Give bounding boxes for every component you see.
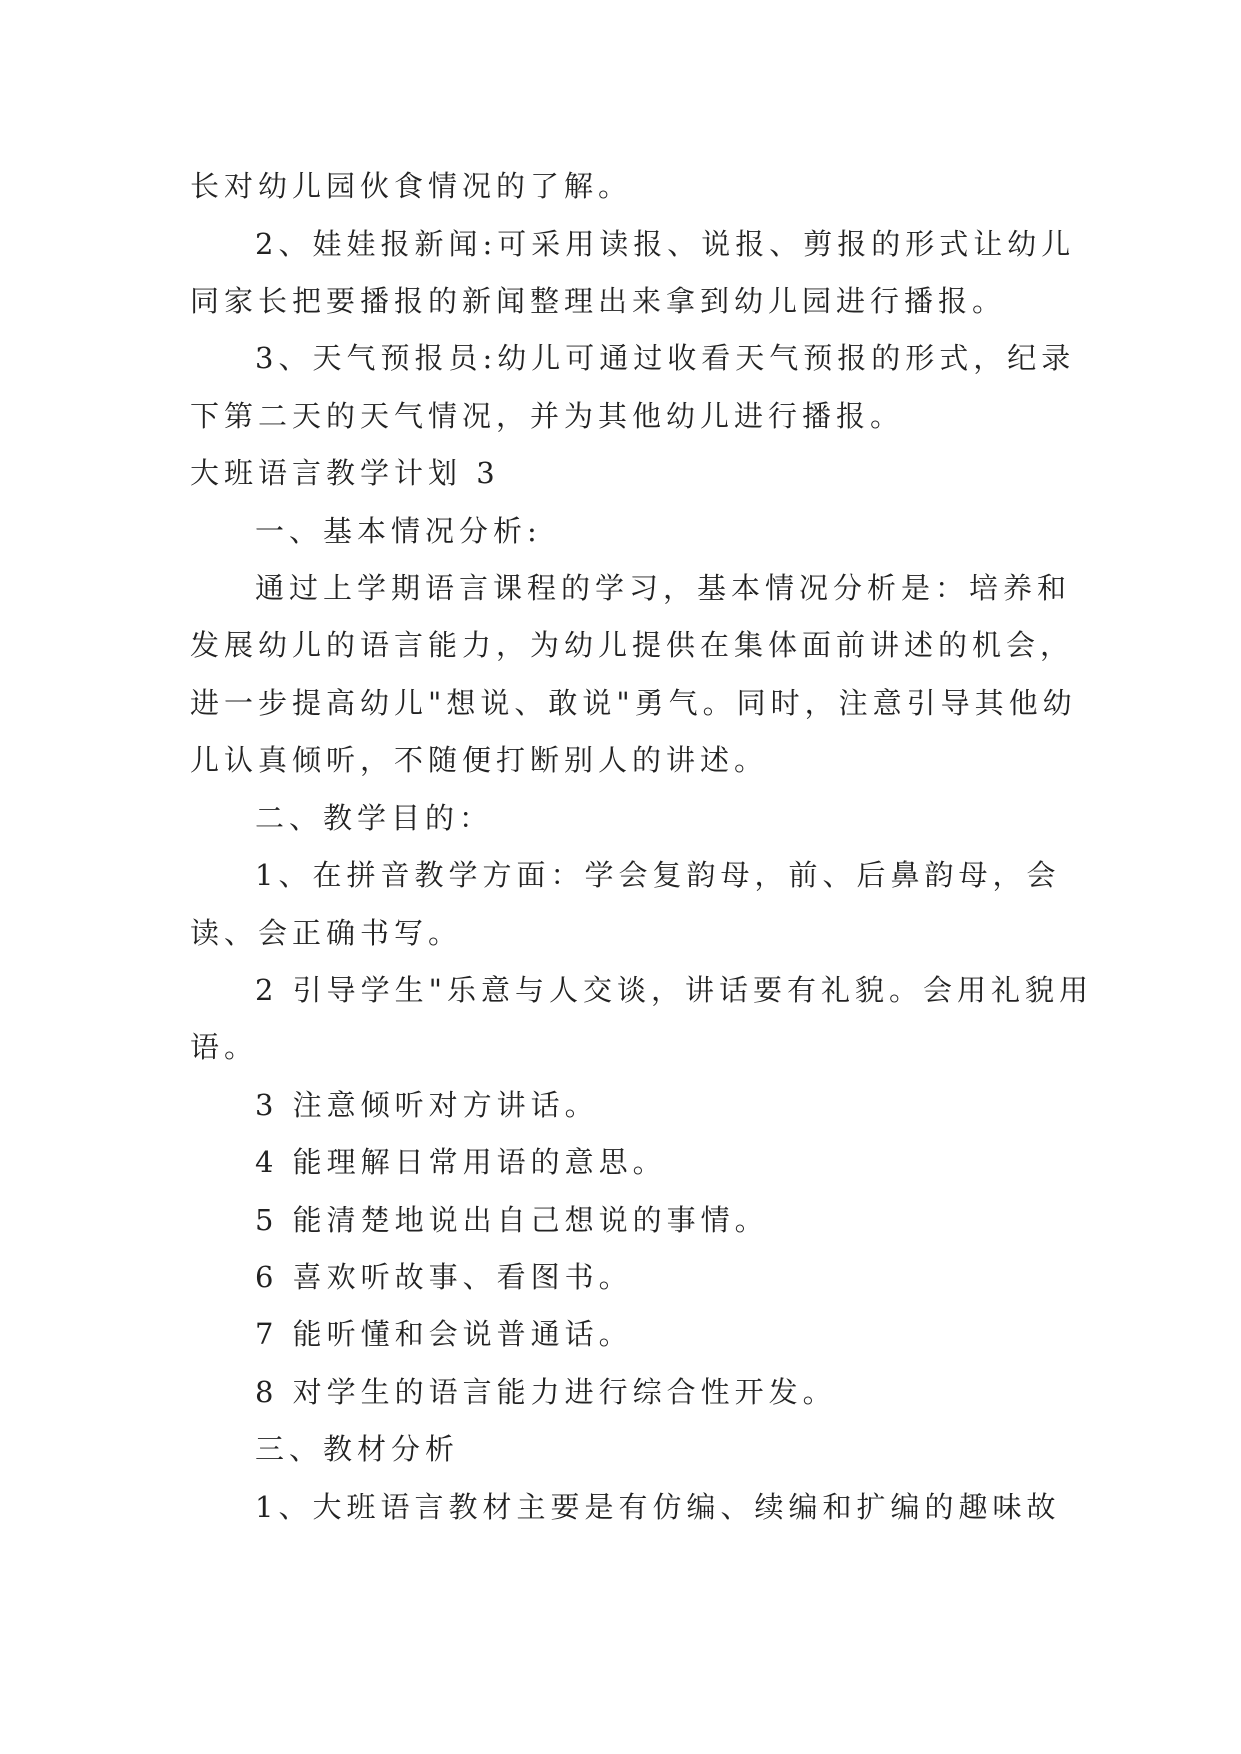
- paragraph-line: 长对幼儿园伙食情况的了解。: [190, 169, 633, 203]
- paragraph-line: 同家长把要播报的新闻整理出来拿到幼儿园进行播报。: [190, 284, 1007, 318]
- section-heading: 大班语言教学计划 3: [190, 456, 500, 490]
- paragraph-line: 6 喜欢听故事、看图书。: [255, 1260, 633, 1294]
- paragraph-line: 下第二天的天气情况，并为其他幼儿进行播报。: [190, 399, 905, 433]
- paragraph-line: 3 注意倾听对方讲话。: [255, 1088, 599, 1122]
- paragraph-line: 一、基本情况分析:: [255, 514, 542, 548]
- paragraph-line: 读、会正确书写。: [190, 916, 463, 950]
- paragraph-line: 三、教材分析: [255, 1432, 460, 1466]
- paragraph-line: 2 引导学生"乐意与人交谈，讲话要有礼貌。会用礼貌用: [255, 973, 1094, 1007]
- paragraph-line: 5 能清楚地说出自己想说的事情。: [255, 1203, 769, 1237]
- paragraph-line: 1、在拼音教学方面：学会复韵母，前、后鼻韵母，会: [255, 858, 1061, 892]
- paragraph-line: 通过上学期语言课程的学习，基本情况分析是：培养和: [255, 571, 1072, 605]
- paragraph-line: 进一步提高幼儿"想说、敢说"勇气。同时，注意引导其他幼: [190, 686, 1077, 720]
- paragraph-line: 语。: [190, 1030, 259, 1064]
- paragraph-line: 7 能听懂和会说普通话。: [255, 1317, 633, 1351]
- paragraph-line: 8 对学生的语言能力进行综合性开发。: [255, 1375, 837, 1409]
- paragraph-line: 二、教学目的：: [255, 801, 494, 835]
- paragraph-line: 3、天气预报员:幼儿可通过收看天气预报的形式，纪录: [255, 341, 1076, 375]
- paragraph-line: 儿认真倾听，不随便打断别人的讲述。: [190, 743, 769, 777]
- paragraph-line: 2、娃娃报新闻:可采用读报、说报、剪报的形式让幼儿: [255, 227, 1076, 261]
- paragraph-line: 4 能理解日常用语的意思。: [255, 1145, 667, 1179]
- paragraph-line: 1、大班语言教材主要是有仿编、续编和扩编的趣味故: [255, 1490, 1061, 1524]
- paragraph-line: 发展幼儿的语言能力，为幼儿提供在集体面前讲述的机会，: [190, 628, 1075, 662]
